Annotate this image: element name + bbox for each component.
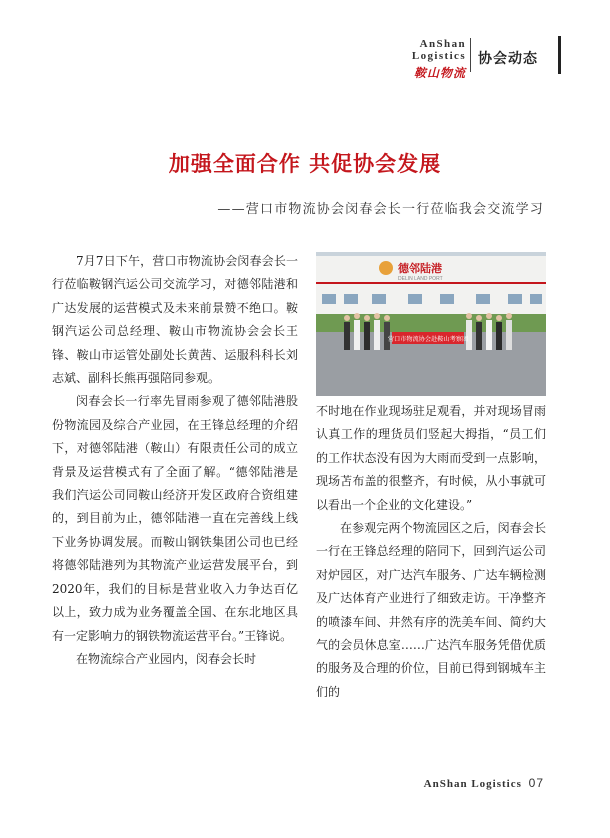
header-accent-bar: [558, 36, 561, 74]
paragraph: 在参观完两个物流园区之后，闵春会长一行在王锋总经理的陪同下，回到汽运公司对炉园区，对广达汽车服务、广达车辆检测及广达体育产业进行了细致走访。干净整齐的喷漆车间、井然有序的洗美车间、简约大气的会员休息室……广达汽车服务凭借优质的服务及合理的价位，目前已得到钢城车主们的: [316, 521, 546, 699]
footer-brand: AnShan Logistics: [423, 778, 522, 790]
page-footer: [424, 776, 544, 790]
paragraph: 闵春会长一行率先冒雨参观了德邻陆港股份物流园及综合产业园，在王锋总经理的介绍下，对德邻陆港（鞍山）有限责任公司的成立背景及运营模式有了全面了解。“德邻陆港是我们汽运公司同鞍山经济开发区政府合资组建的，到目前为止，德邻陆港一直在完善线上线下业务协调发展。而鞍山钢铁集团公司也已经将德邻陆港列为其物流产业运营发展平台，到2020年，我们的目标是营业收入力争达百亿以上，致力成为业务覆盖全国、在东北地区具有一定影响力的钢铁物流运营平台。”王锋说。: [52, 394, 298, 643]
photo-sign-cn: 德邻陆港: [398, 262, 442, 275]
article-left-column: [52, 250, 298, 671]
header-section-title: 协会动态: [478, 51, 538, 67]
header-brand-cn: 鞍山物流: [413, 66, 466, 80]
paragraph: 在物流综合产业园内，闵春会长时: [76, 651, 257, 666]
logo-icon: [379, 261, 393, 275]
banner-text: 营口市物流协会赴鞍山考察团: [387, 336, 469, 343]
paragraph: 不时地在作业现场驻足观看，并对现场冒雨认真工作的理货员们竖起大拇指，“员工们的工作状态没有因为大雨而受到一点影响，现场苫布盖的很整齐，有时候，从小事就可以看出一个企业的文化建设。”: [316, 404, 546, 512]
header-brand-en: AnShan Logistics: [411, 38, 466, 62]
page-number: 07: [528, 776, 544, 790]
article-right-column: [316, 400, 546, 704]
article-title: 加强全面合作 共促协会发展: [168, 152, 442, 176]
photo-sign-en: DELIN LAND PORT: [398, 276, 443, 282]
article-photo: [316, 252, 546, 396]
group-photo-illustration: [316, 252, 546, 396]
article-subtitle: ——营口市物流协会闵春会长一行莅临我会交流学习: [217, 202, 544, 217]
header-divider: [470, 38, 471, 72]
header-brand: [370, 38, 466, 81]
paragraph: 7月7日下午，营口市物流协会闵春会长一行莅临鞍钢汽运公司交流学习，对德邻陆港和广达发展的运营模式及未来前景赞不绝口。鞍钢汽运公司总经理、鞍山市物流协会会长王锋、鞍山市运管处副处长黄茜、运服科科长刘志斌、副科长熊再强陪同参观。: [52, 254, 298, 386]
